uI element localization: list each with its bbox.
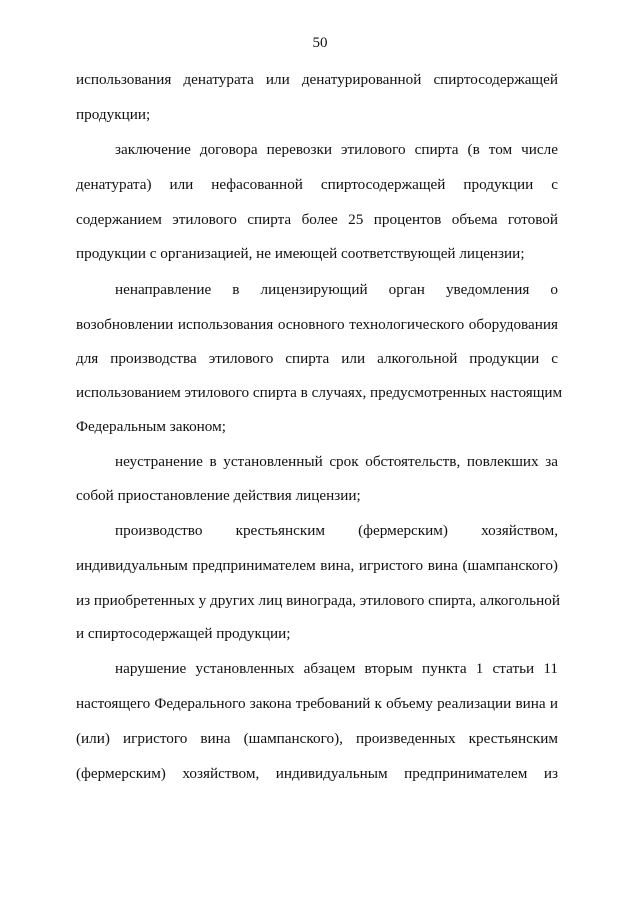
text-line: использования денатурата или денатурированной спиртосодержащей [76, 71, 558, 88]
text-line: производство крестьянским (фермерским) хозяйством, [115, 522, 558, 539]
text-line: денатурата) или нефасованной спиртосодержащей продукции с [76, 176, 558, 193]
text-line: для производства этилового спирта или алкогольной продукции с [76, 350, 558, 367]
text-line: собой приостановление действия лицензии; [76, 487, 361, 504]
text-line: и спиртосодержащей продукции; [76, 625, 291, 642]
text-line: содержанием этилового спирта более 25 процентов объема готовой [76, 211, 558, 228]
text-line: Федеральным законом; [76, 418, 226, 435]
text-line: индивидуальным предпринимателем вина, игристого вина (шампанского) [76, 557, 558, 574]
text-line: неустранение в установленный срок обстоятельств, повлекших за [115, 453, 558, 470]
page-number: 50 [312, 35, 328, 51]
text-line: (или) игристого вина (шампанского), произведенных крестьянским [76, 730, 558, 747]
text-line: продукции с организацией, не имеющей соответствующей лицензии; [76, 245, 525, 262]
text-line: заключение договора перевозки этилового спирта (в том числе [115, 141, 558, 158]
text-line: нарушение установленных абзацем вторым пункта 1 статьи 11 [115, 660, 558, 677]
text-line: ненаправление в лицензирующий орган уведомления о [115, 281, 558, 298]
text-line: из приобретенных у других лиц винограда, этилового спирта, алкогольной [76, 592, 560, 609]
text-line: продукции; [76, 106, 151, 123]
text-line: использованием этилового спирта в случаях, предусмотренных настоящим [76, 384, 563, 401]
text-line: возобновлении использования основного технологического оборудования [76, 316, 558, 333]
text-line: (фермерским) хозяйством, индивидуальным предпринимателем из [76, 765, 558, 782]
text-line: настоящего Федерального закона требований к объему реализации вина и [76, 695, 558, 712]
